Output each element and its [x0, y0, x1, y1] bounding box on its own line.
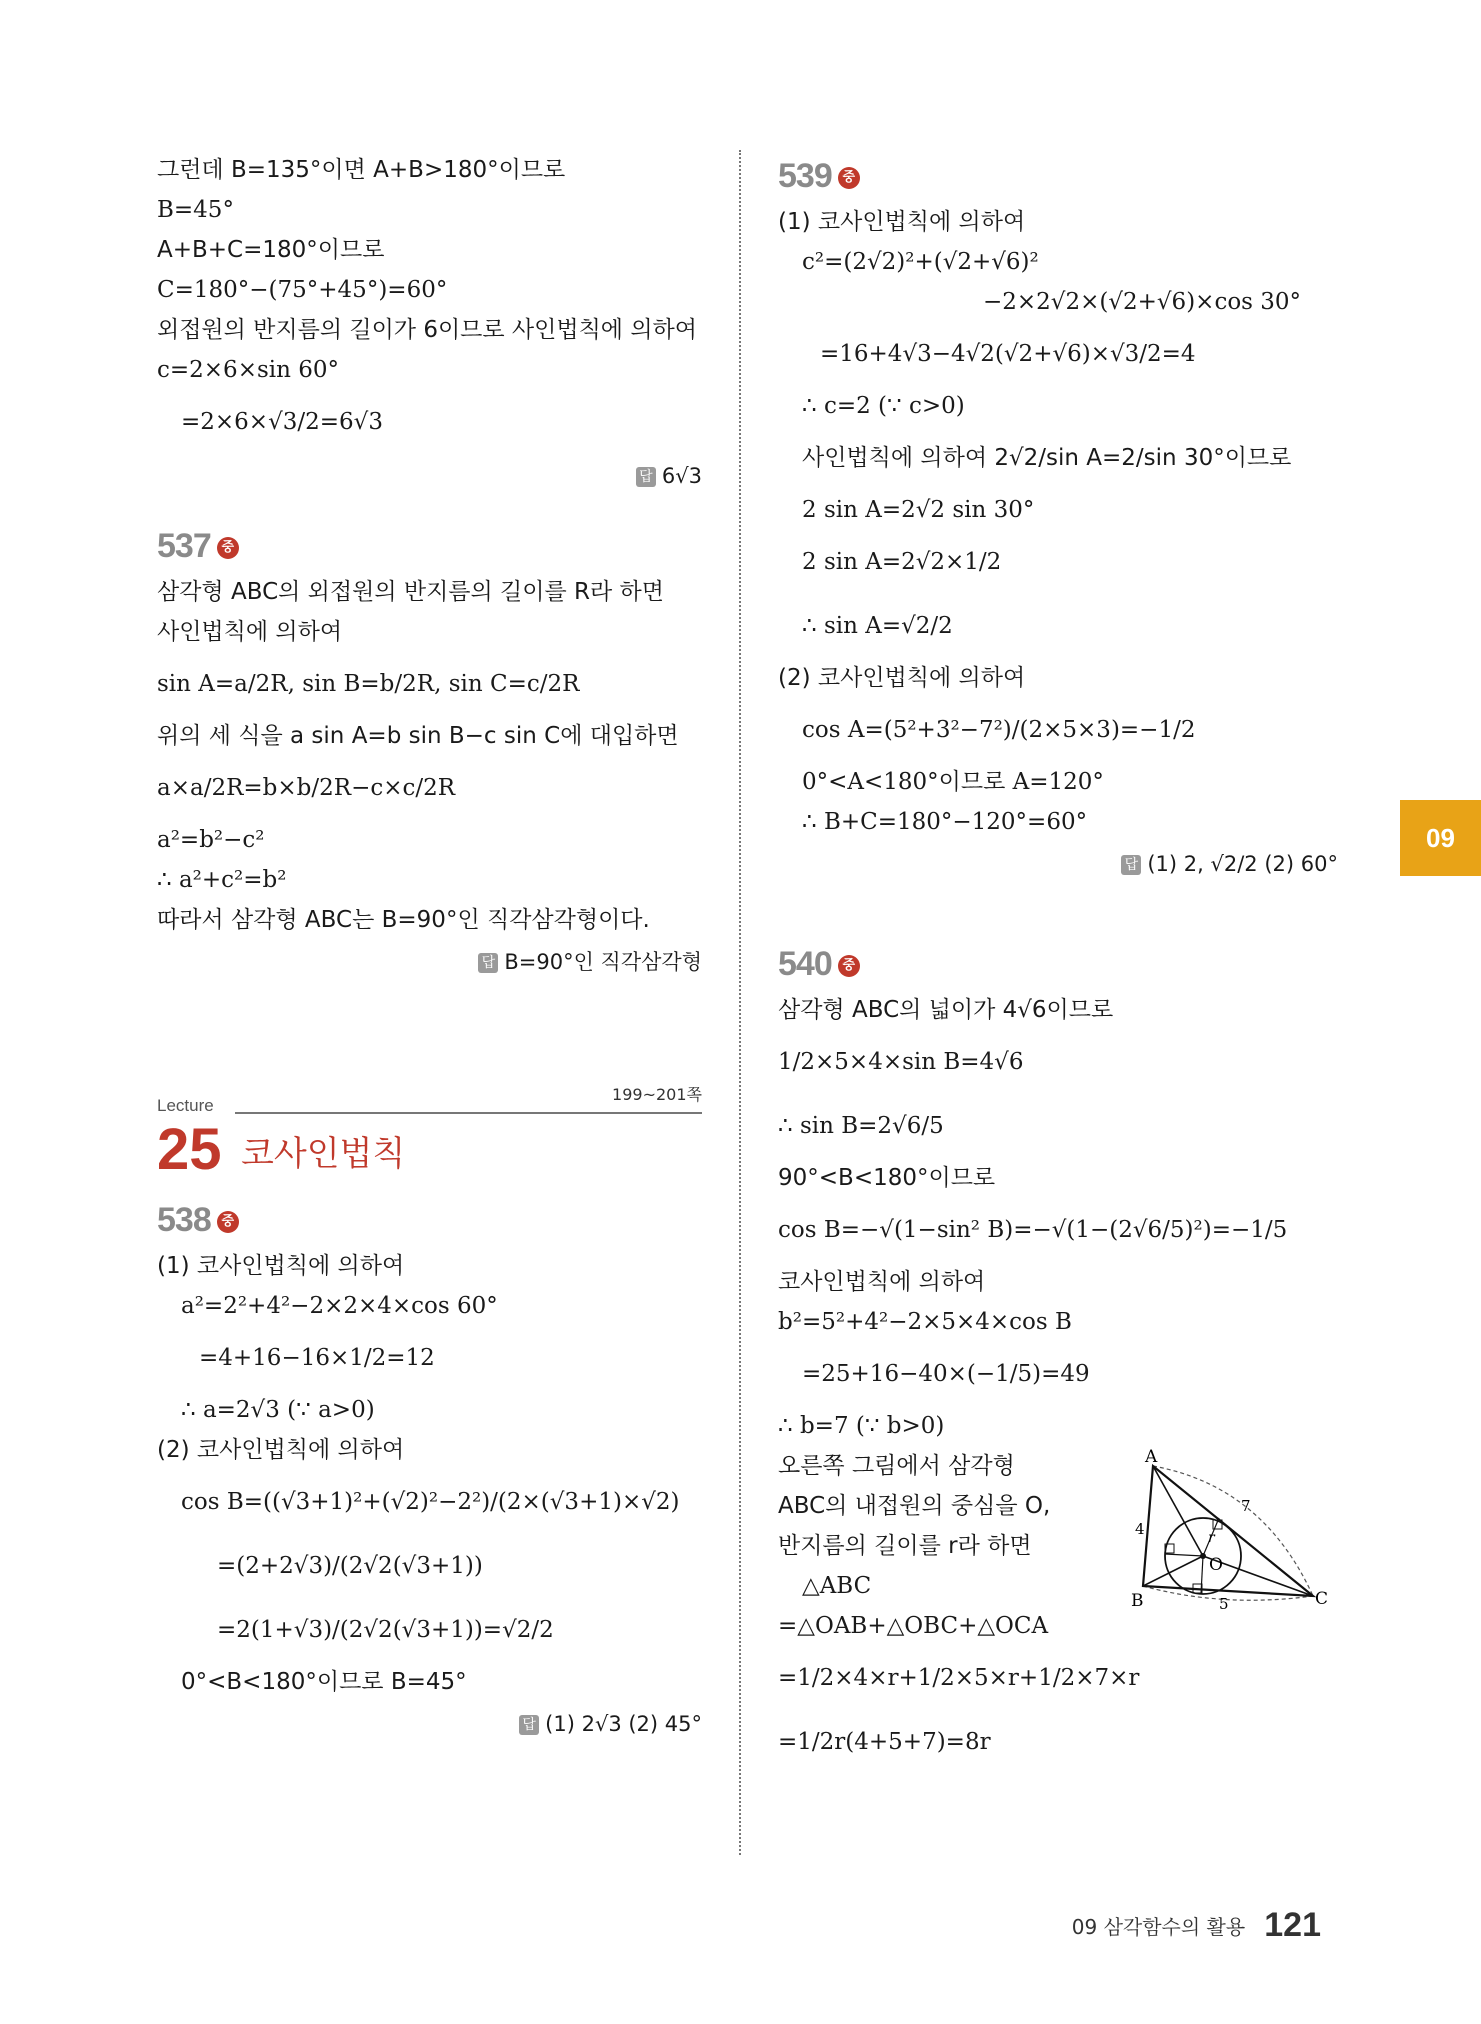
problem-number: 539 중	[778, 150, 1338, 202]
solution-line: 1/2×5×4×sin B=4√6	[778, 1049, 1024, 1075]
solution-line: 따라서 삼각형 ABC는 B=90°인 직각삼각형이다.	[157, 907, 650, 933]
vertex-label-c: C	[1315, 1589, 1329, 1609]
solution-line: 0°<A<180°이므로 A=120°	[802, 769, 1104, 795]
solution-line: 위의 세 식을 a sin A=b sin B−c sin C에 대입하면	[157, 723, 679, 749]
problem-number: 538 중	[157, 1194, 702, 1246]
answer-line: 답 (1) 2√3 (2) 45°	[157, 1702, 702, 1746]
solution-line: cos B=((√3+1)²+(√2)²−2²)/(2×(√3+1)×√2)	[181, 1489, 680, 1515]
right-column	[778, 150, 1338, 1774]
solution-line: 삼각형 ABC의 넓이가 4√6이므로	[778, 997, 1114, 1023]
solution-line: =25+16−40×(−1/5)=49	[802, 1361, 1090, 1387]
answer-line: 답 (1) 2, √2/2 (2) 60°	[778, 842, 1338, 886]
solution-line: 사인법칙에 의하여 2√2/sin A=2/sin 30°이므로	[802, 445, 1292, 471]
solution-line: (2) 코사인법칙에 의하여	[157, 1437, 405, 1463]
side-label-5: 5	[1219, 1595, 1229, 1613]
answer-icon: 답	[636, 467, 656, 487]
answer-icon: 답	[519, 1715, 539, 1735]
solution-line: a²=b²−c²	[157, 827, 265, 853]
solution-line: ∴ a²+c²=b²	[157, 867, 287, 893]
solution-line: 삼각형 ABC의 외접원의 반지름의 길이를 R라 하면	[157, 579, 664, 605]
answer-icon: 답	[478, 953, 498, 973]
solution-line: 90°<B<180°이므로	[778, 1165, 996, 1191]
solution-line: sin A=a/2R, sin B=b/2R, sin C=c/2R	[157, 671, 580, 697]
solution-line: 외접원의 반지름의 길이가 6이므로 사인법칙에 의하여	[157, 317, 697, 343]
answer-icon: 답	[1121, 855, 1141, 875]
solution-line: ∴ B+C=180°−120°=60°	[802, 809, 1088, 835]
problem-537	[157, 520, 702, 984]
lecture-rule	[235, 1112, 702, 1114]
lecture-title: 코사인법칙	[241, 1134, 406, 1174]
incircle-triangle-diagram	[1113, 1446, 1329, 1616]
problem-540	[778, 938, 1338, 1774]
solution-line: ABC의 내접원의 중심을 O,	[778, 1493, 1051, 1519]
solution-line: 그런데 B=135°이면 A+B>180°이므로	[157, 157, 566, 183]
solution-line: c=2×6×sin 60°	[157, 357, 340, 383]
solution-line: cos A=(5²+3²−7²)/(2×5×3)=−1/2	[802, 717, 1196, 743]
column-divider	[739, 150, 741, 1855]
solution-line: 2 sin A=2√2×1/2	[802, 549, 1002, 575]
problem-number: 540 중	[778, 938, 1338, 990]
solution-line: ∴ c=2 (∵ c>0)	[802, 393, 965, 419]
solution-line: ∴ sin B=2√6/5	[778, 1113, 944, 1139]
solution-line: ∴ a=2√3 (∵ a>0)	[181, 1397, 375, 1423]
difficulty-badge: 중	[838, 167, 860, 189]
solution-line: C=180°−(75°+45°)=60°	[157, 277, 448, 303]
solution-line: =4+16−16×1/2=12	[199, 1345, 435, 1371]
solution-line: b²=5²+4²−2×5×4×cos B	[778, 1309, 1072, 1335]
lecture-label: Lecture	[157, 1096, 214, 1115]
solution-line: ∴ sin A=√2/2	[802, 613, 953, 639]
solution-line: =(2+2√3)/(2√2(√3+1))	[217, 1553, 483, 1579]
difficulty-badge: 중	[838, 955, 860, 977]
page-footer	[1072, 1906, 1321, 1945]
solution-line: ∴ b=7 (∵ b>0)	[778, 1413, 945, 1439]
solution-line: (1) 코사인법칙에 의하여	[157, 1253, 405, 1279]
solution-line: =1/2×4×r+1/2×5×r+1/2×7×r	[778, 1665, 1140, 1691]
solution-line: B=45°	[157, 197, 234, 223]
radius-label: r	[1208, 1530, 1215, 1546]
solution-line: 반지름의 길이를 r라 하면	[778, 1533, 1032, 1559]
solution-line: =2×6×√3/2=6√3	[181, 409, 383, 435]
side-label-7: 7	[1241, 1497, 1251, 1515]
page-number: 121	[1264, 1906, 1321, 1944]
difficulty-badge: 중	[217, 1211, 239, 1233]
lecture-header	[157, 1082, 702, 1194]
solution-line: a×a/2R=b×b/2R−c×c/2R	[157, 775, 456, 801]
difficulty-badge: 중	[217, 537, 239, 559]
triangle-figure	[1113, 1446, 1329, 1620]
chapter-side-tab: 09	[1400, 800, 1481, 876]
problem-number: 537 중	[157, 520, 702, 572]
lecture-number: 25	[157, 1117, 222, 1182]
solution-line: =16+4√3−4√2(√2+√6)×√3/2=4	[820, 341, 1196, 367]
continued-solution	[157, 150, 702, 498]
center-label-o: O	[1209, 1555, 1223, 1575]
solution-line: △ABC	[802, 1573, 872, 1599]
vertex-label-b: B	[1131, 1591, 1144, 1611]
solution-line: 0°<B<180°이므로 B=45°	[181, 1669, 467, 1695]
problem-539	[778, 150, 1338, 886]
solution-line: 2 sin A=2√2 sin 30°	[802, 497, 1035, 523]
solution-line: =2(1+√3)/(2√2(√3+1))=√2/2	[217, 1617, 554, 1643]
solution-line: 오른쪽 그림에서 삼각형	[778, 1453, 1015, 1479]
vertex-label-a: A	[1145, 1447, 1158, 1467]
solution-line: A+B+C=180°이므로	[157, 237, 385, 263]
solution-line: 코사인법칙에 의하여	[778, 1269, 986, 1295]
solution-line: (1) 코사인법칙에 의하여	[778, 209, 1026, 235]
answer-line: 답 6√3	[157, 454, 702, 498]
solution-line: 사인법칙에 의하여	[157, 619, 343, 645]
lecture-pages: 199~201쪽	[612, 1085, 702, 1104]
problem-538	[157, 1194, 702, 1746]
footer-chapter: 09 삼각함수의 활용	[1071, 1915, 1246, 1939]
solution-line: cos B=−√(1−sin² B)=−√(1−(2√6/5)²)=−1/5	[778, 1217, 1288, 1243]
answer-line: 답 B=90°인 직각삼각형	[157, 940, 702, 984]
side-label-4: 4	[1135, 1520, 1145, 1538]
solution-line: a²=2²+4²−2×2×4×cos 60°	[181, 1293, 498, 1319]
solution-line: −2×2√2×(√2+√6)×cos 30°	[983, 289, 1302, 315]
left-column	[157, 150, 702, 1746]
solution-line: c²=(2√2)²+(√2+√6)²	[802, 249, 1039, 275]
solution-line: =1/2r(4+5+7)=8r	[778, 1729, 991, 1755]
solution-line: =△OAB+△OBC+△OCA	[778, 1613, 1049, 1639]
solution-line: (2) 코사인법칙에 의하여	[778, 665, 1026, 691]
